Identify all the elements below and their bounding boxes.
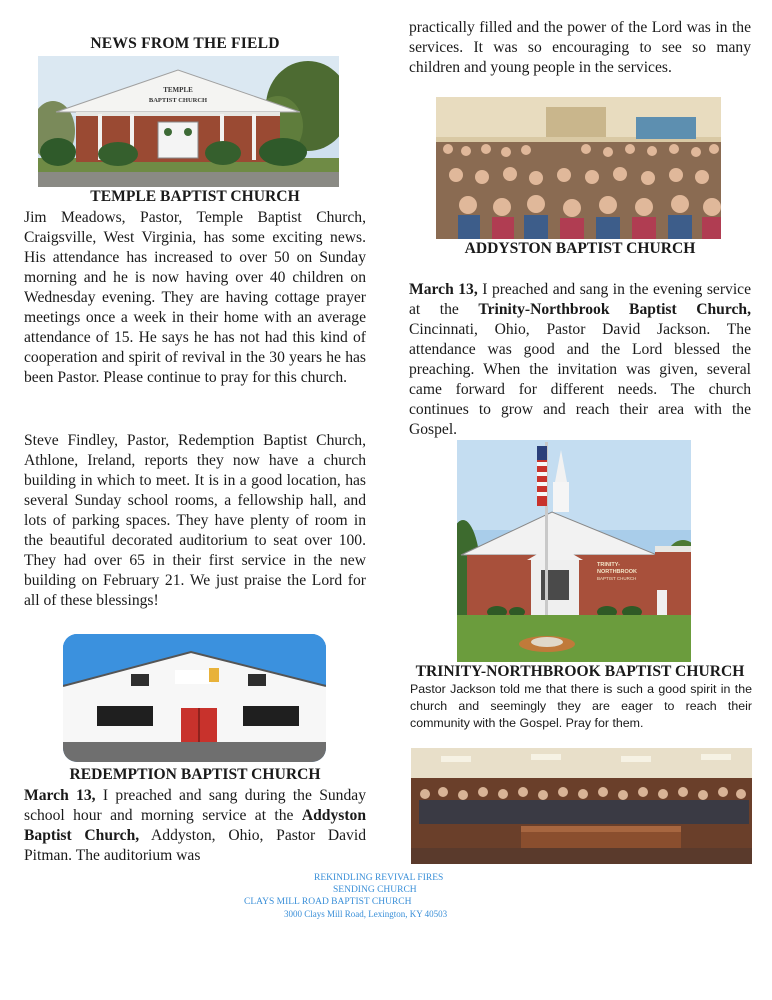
trinity-text-2: Cincinnati, Ohio, Pastor David Jackson. The attendance was good and the Lord blessed the preaching. When the invitation was given, several came forward for different needs. The church continues to grow and reach their area with the Gospel. (409, 321, 751, 438)
addyston-church-name: Addyston Baptist Church, (24, 807, 366, 844)
section-title: NEWS FROM THE FIELD (90, 35, 280, 52)
trinity-caption: TRINITY-NORTHBROOK BAPTIST CHURCH (415, 663, 745, 680)
temple-caption: TEMPLE BAPTIST CHURCH (90, 188, 300, 205)
addyston-text-2: Addyston, Ohio, Pastor David Pitman. The auditorium was (24, 827, 366, 864)
redemption-paragraph: Steve Findley, Pastor, Redemption Baptist Church, Athlone, Ireland, reports they now have a church building in which to meet. It is in a good location, has several Sunday school rooms, a fellowship hall, and lots of parking spaces. They have plenty of room in the beautiful decorated auditorium to seat over 100. They had over 65 in their first service in the new building on February 21. We just praise the Lord for all of these blessings! (24, 432, 366, 609)
trinity-date: March 13, (409, 281, 478, 298)
footer-line-2: SENDING CHURCH (333, 885, 417, 895)
temple-church-photo (38, 56, 339, 187)
temple-paragraph: Jim Meadows, Pastor, Temple Baptist Church, Craigsville, West Virginia, has some exciting news. His attendance has increased to over 50 on Sunday morning and he is now having over 40 children on Wednesday evening. They are having cottage prayer meetings once a week in their home with an average attendance of 15. He says he has not had this kind of cooperation and spirit of revival in the 30 years he has been Pastor. Please continue to pray for this church. (24, 209, 366, 386)
addyston-caption: ADDYSTON BAPTIST CHURCH (464, 240, 696, 257)
trinity-church-photo (457, 440, 691, 662)
footer-line-3: CLAYS MILL ROAD BAPTIST CHURCH (244, 897, 412, 907)
redemption-caption: REDEMPTION BAPTIST CHURCH (69, 766, 321, 783)
addyston-text-1: I preached and sang during the Sunday school hour and morning service at the (24, 787, 366, 824)
redemption-church-photo (63, 634, 326, 762)
trinity-paragraph (409, 280, 751, 440)
trinity-church-name: Trinity-Northbrook Baptist Church, (478, 301, 751, 318)
addyston-continued-paragraph: practically filled and the power of the Lord was in the services. It was so encouraging to see so many children and young people in the services. (409, 19, 751, 76)
footer-line-1: REKINDLING REVIVAL FIRES (314, 873, 444, 883)
trinity-text-1: I preached and sang in the evening service at the (409, 281, 751, 318)
trinity-note: Pastor Jackson told me that there is such a good spirit in the church and seemingly they are eager to reach their community with the Gospel. Pray for them. (410, 682, 752, 730)
footer-line-4: 3000 Clays Mill Road, Lexington, KY 40503 (284, 909, 448, 919)
addyston-date: March 13, (24, 787, 96, 804)
trinity-sign-line2: NORTHBROOK (597, 569, 638, 575)
trinity-sign-line3: BAPTIST CHURCH (597, 576, 637, 581)
temple-sign-line2: BAPTIST CHURCH (148, 97, 208, 104)
trinity-sign-line1: TRINITY- (597, 562, 620, 568)
addyston-congregation-photo (436, 97, 721, 239)
addyston-paragraph (24, 786, 366, 866)
trinity-congregation-photo (411, 748, 752, 864)
temple-sign-line1: TEMPLE (163, 86, 193, 94)
